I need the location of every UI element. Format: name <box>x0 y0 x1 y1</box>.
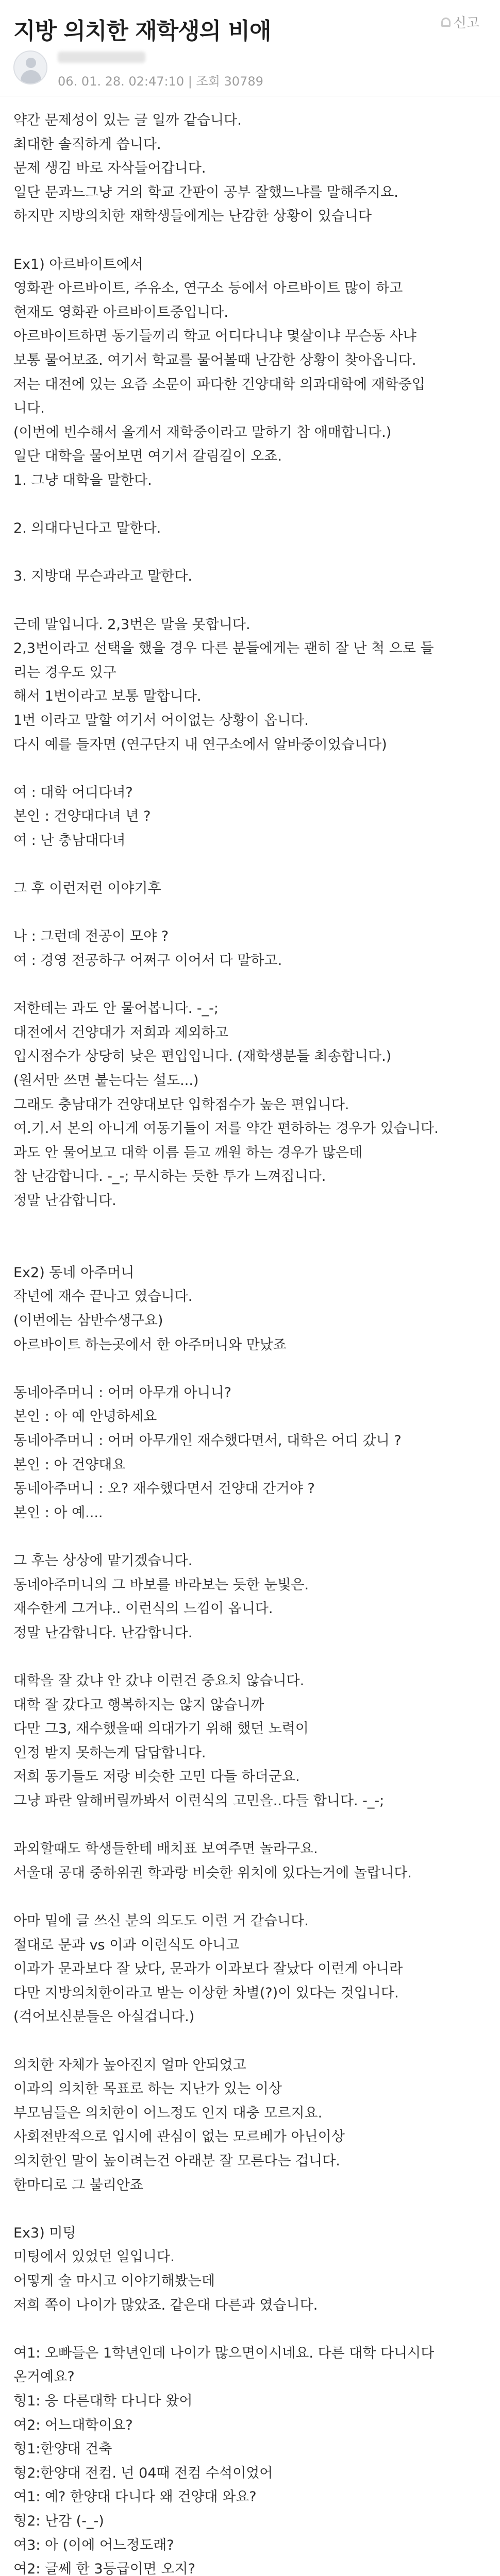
post-line: 여 : 난 충남대다녀 <box>13 833 126 849</box>
post-line: 리는 경우도 있구 <box>13 664 116 681</box>
avatar-body-shape <box>21 70 41 84</box>
post-line: 미팅에서 있었던 일입니다. <box>13 2249 175 2265</box>
post-line: 서울대 공대 중하위권 학과랑 비슷한 위치에 있다는거에 놀랍니다. <box>13 1865 412 1881</box>
post-title: 지방 의치한 재학생의 비애 <box>13 18 271 44</box>
post-line: 현재도 영화관 아르바이트중입니다. <box>13 304 228 320</box>
post-line: 니다. <box>13 400 45 417</box>
post-line: 대학을 잘 갔냐 안 갔냐 이런건 중요치 않습니다. <box>13 1673 305 1689</box>
post-line: 작년에 재수 끝나고 였습니다. <box>13 1289 193 1305</box>
post-line: 그래도 충남대가 건양대보단 입학점수가 높은 편입니다. <box>13 1096 349 1113</box>
post-line: 하지만 지방의치한 재학생들에게는 난감한 상황이 있습니다 <box>13 208 372 225</box>
post-line: (이번에 빈수해서 올게서 재학중이라고 말하기 참 애매합니다.) <box>13 424 392 440</box>
post-line: 재수한게 그거냐.. 이런식의 느낌이 옵니다. <box>13 1601 273 1617</box>
post-line: 과외할때도 학생들한테 배치표 보여주면 놀라구요. <box>13 1841 318 1857</box>
post-line: 인정 받지 못하는게 답답합니다. <box>13 1744 206 1761</box>
post-line: 동네아주머니 : 어머 아무개인 재수했다면서, 대학은 어디 갔니 ? <box>13 1433 402 1449</box>
post-line: 저희 쪽이 나이가 많았죠. 같은대 다른과 였습니다. <box>13 2297 318 2313</box>
post-line: 그냥 파란 알해버릴까봐서 이런식의 고민을..다들 합니다. -_-; <box>13 1793 385 1809</box>
post-line: 여1: 오빠들은 1학년인데 나이가 많으면이시네요. 다른 대학 다니시다 <box>13 2345 435 2361</box>
post-line: 본인 : 건양대다녀 년 ? <box>13 808 151 825</box>
post-line: 다만 지방의치한이라고 받는 이상한 차별(?)이 있다는 것입니다. <box>13 1985 399 2001</box>
post-line: 저희 동기들도 저랑 비슷한 고민 다들 하더군요. <box>13 1769 300 1785</box>
post-line: 온거예요? <box>13 2369 75 2385</box>
post-line: 3. 지방대 무슨과라고 말한다. <box>13 568 192 585</box>
report-label: 신고 <box>453 15 479 31</box>
avatar[interactable] <box>13 50 47 84</box>
post-line: 여.기.서 본의 아니게 여동기들이 저를 약간 편하하는 경우가 있습니다. <box>13 1121 439 1137</box>
post-line: 여 : 대학 어디다녀? <box>13 784 133 801</box>
avatar-head-shape <box>26 58 36 68</box>
post-line: 저한테는 과도 안 물어봅니다. -_-; <box>13 1001 219 1017</box>
post-line: 형1:한양대 건축 <box>13 2441 112 2458</box>
post-line: Ex3) 미팅 <box>13 2225 76 2241</box>
post-line: 의치한 자체가 높아진지 얼마 안되었고 <box>13 2057 246 2073</box>
post-line: 1. 그냥 대학을 말한다. <box>13 472 152 488</box>
post-line: 여3: 아 (이에 어느정도래? <box>13 2537 174 2553</box>
post-line: 본인 : 아 예 안녕하세요 <box>13 1409 157 1425</box>
post-line: 저는 대전에 있는 요즘 소문이 파다한 건양대학 의과대학에 재학중입 <box>13 376 425 393</box>
post-line: 보통 물어보죠. 여기서 학교를 물어볼때 난감한 상황이 찾아옵니다. <box>13 352 416 368</box>
post-line: 나 : 그런데 전공이 모야 ? <box>13 928 169 945</box>
post-line: 2,3번이라고 선택을 했을 경우 다른 분들에게는 괜히 잘 난 척 으로 들 <box>13 640 434 657</box>
post-line: 형1: 응 다른대학 다니다 왔어 <box>13 2393 193 2409</box>
post-line: 본인 : 아 건양대요 <box>13 1456 126 1473</box>
post-line: 다시 예를 들자면 (연구단지 내 연구소에서 알바중이었습니다) <box>13 736 387 753</box>
post-line: 동네아주머니의 그 바보를 바라보는 듯한 눈빛은. <box>13 1577 309 1593</box>
post-line: 다만 그3, 재수했을때 의대가기 위해 했던 노력이 <box>13 1721 309 1737</box>
post-line: 일단 대학을 물어보면 여기서 갈림길이 오죠. <box>13 448 282 465</box>
post-meta: 06. 01. 28. 02:47:10 | 조회 30789 <box>58 74 263 89</box>
post-line: 여2: 어느대학이요? <box>13 2417 133 2433</box>
post-line: 대전에서 건양대가 저희과 제외하고 <box>13 1024 228 1041</box>
post-line: 여2: 글쎄 한 3등급이면 오지? <box>13 2561 195 2576</box>
post-line: 2. 의대다닌다고 말한다. <box>13 520 161 537</box>
post-line: 문제 생김 바로 자삭들어갑니다. <box>13 160 206 177</box>
post-line: 정말 난감합니다. 난감합니다. <box>13 1624 193 1641</box>
post-line: 1번 이라고 말할 여기서 어이없는 상황이 옵니다. <box>13 713 309 728</box>
post-line: 약간 문제성이 있는 글 일까 같습니다. <box>13 112 242 128</box>
post-line: 그 후는 상상에 맡기겠습니다. <box>13 1553 193 1569</box>
post-line: 본인 : 아 예.... <box>13 1504 103 1521</box>
post-line: 형2:한양대 전컴. 넌 04때 전컴 수석이었어 <box>13 2465 273 2481</box>
post-line: 여 : 경영 전공하구 어쩌구 이어서 다 말하고. <box>13 953 282 969</box>
post-line: Ex2) 동네 아주머니 <box>13 1264 135 1281</box>
report-button[interactable] <box>441 12 479 31</box>
post-line: 부모님들은 의치한이 어느정도 인지 대충 모르지요. <box>13 2105 323 2121</box>
siren-icon <box>441 18 451 27</box>
post-line: (걱어보신분들은 아실겁니다.) <box>13 2009 195 2025</box>
post-line: 영화관 아르바이트, 주유소, 연구소 등에서 아르바이트 많이 하고 <box>13 280 403 297</box>
post-line: (이번에는 삼반수생구요) <box>13 1313 163 1329</box>
post-line: (원서만 쓰면 붙는다는 설도...) <box>13 1073 199 1089</box>
post-line: 어떻게 술 마시고 이야기해봤는데 <box>13 2273 215 2289</box>
post-line: 대학 잘 갔다고 행복하지는 않지 않습니까 <box>13 1697 264 1713</box>
post-line: 최대한 솔직하게 씁니다. <box>13 136 161 152</box>
post-line: 이과의 의치한 목표로 하는 지난가 있는 이상 <box>13 2081 282 2097</box>
post-line: 동네아주머니 : 오? 재수했다면서 건양대 간거야 ? <box>13 1481 315 1497</box>
post-header <box>0 0 500 96</box>
post-line: 의치한인 말이 높이려는건 아래분 잘 모른다는 겁니다. <box>13 2153 340 2169</box>
post-line: 아르바이트하면 동기들끼리 학교 어디다니냐 몇살이냐 무슨동 사냐 <box>13 328 416 345</box>
post-line: 과도 안 물어보고 대학 이름 듣고 깨원 하는 경우가 많은데 <box>13 1144 363 1161</box>
post-line: 여1: 예? 한양대 다니다 왜 건양대 와요? <box>13 2489 257 2505</box>
post-line: 이과가 문과보다 잘 났다, 문과가 이과보다 잘났다 이런게 아니라 <box>13 1961 403 1977</box>
post-line: 근데 말입니다. 2,3번은 말을 못합니다. <box>13 616 251 633</box>
post-line: 정말 난감합니다. <box>13 1193 116 1209</box>
post-line: 절대로 문과 vs 이과 이런식도 아니고 <box>13 1937 240 1953</box>
post-line: 일단 문과느그냥 거의 학교 간판이 공부 잘했느냐를 말해주지요. <box>13 184 398 200</box>
post-line: 동네아주머니 : 어머 아무개 아니니? <box>13 1384 231 1401</box>
post-line: 입시점수가 상당히 낮은 편입입니다. (재학생분들 최송합니다.) <box>13 1048 392 1065</box>
post-line: Ex1) 아르바이트에서 <box>13 256 143 273</box>
author-name-redacted <box>58 52 145 63</box>
post-line: 참 난감합니다. -_-; 무시하는 듯한 투가 느껴집니다. <box>13 1168 326 1185</box>
post-line: 한마디로 그 불리안죠 <box>13 2177 143 2193</box>
post-line: 아르바이트 하는곳에서 한 아주머니와 만났죠 <box>13 1336 287 1353</box>
post-line: 형2: 난감 (-_-) <box>13 2513 104 2529</box>
post-line: 사회전반적으로 입시에 관심이 없는 모르베가 아닌이상 <box>13 2129 345 2145</box>
post-line: 해서 1번이라고 보통 말합니다. <box>13 688 202 705</box>
post-line: 아마 밑에 글 쓰신 분의 의도도 이런 거 같습니다. <box>13 1913 309 1929</box>
post-line: 그 후 이런저런 이야기후 <box>13 880 161 897</box>
